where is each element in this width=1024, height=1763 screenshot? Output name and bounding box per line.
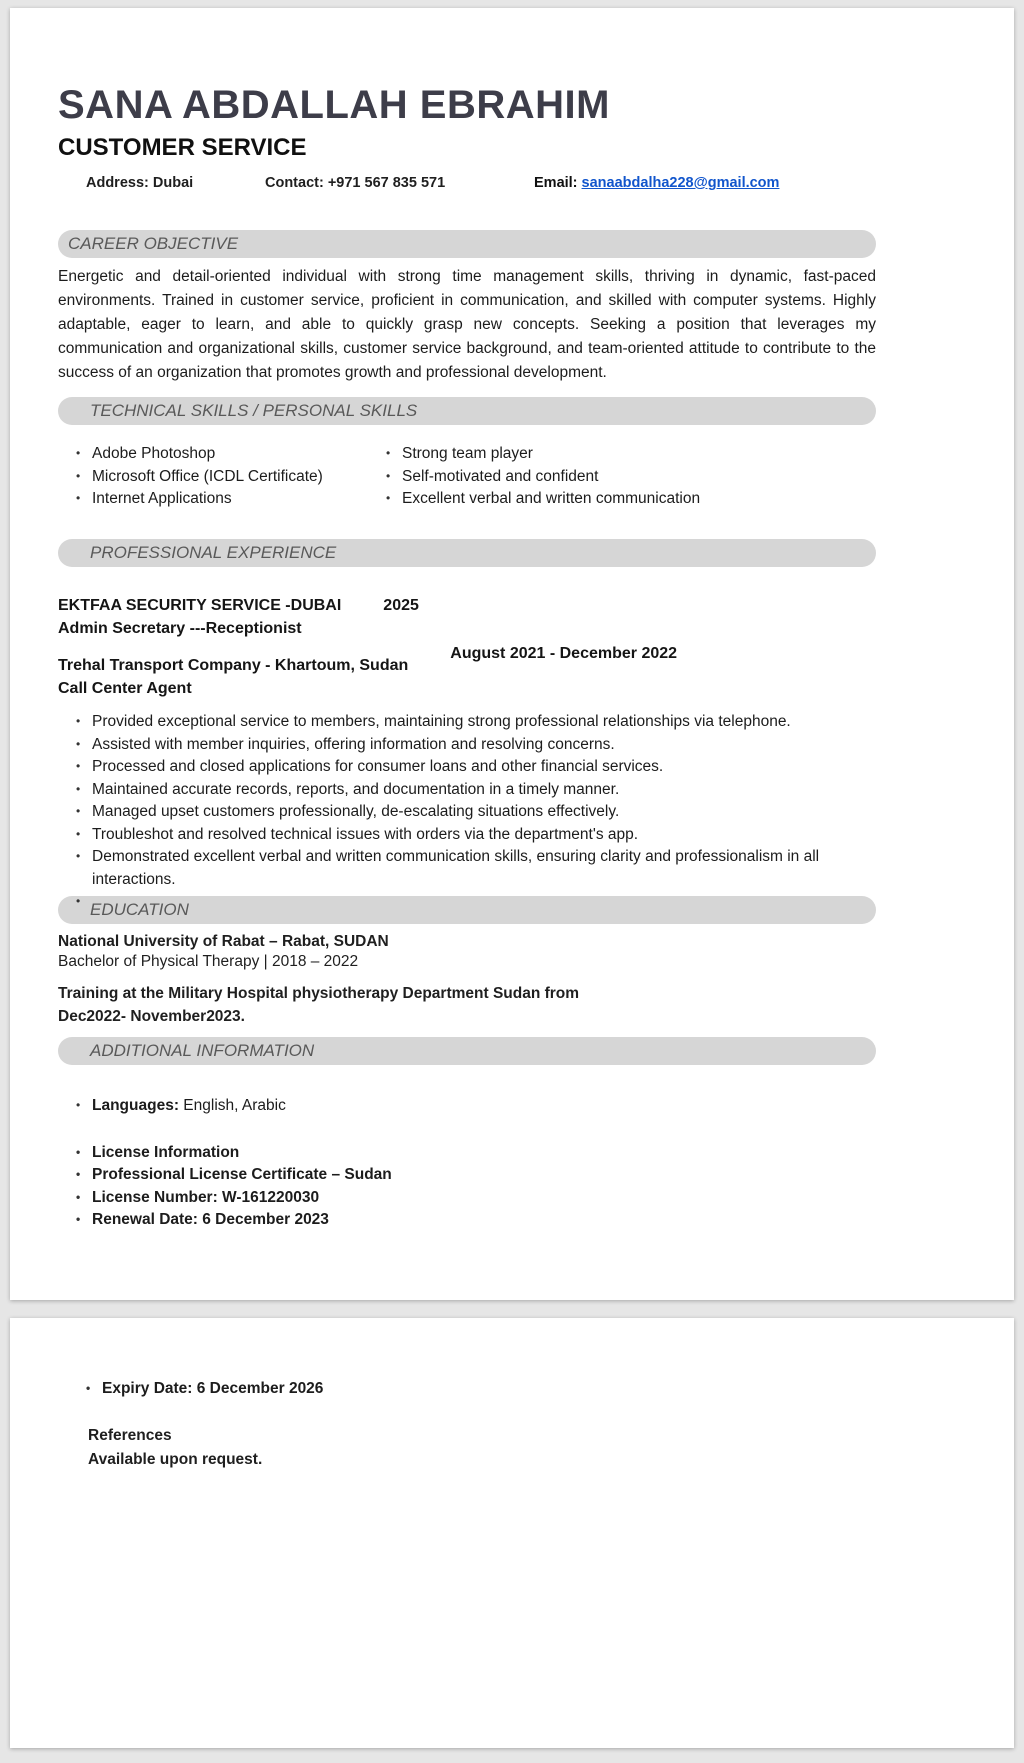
contact-row (58, 175, 876, 191)
section-education (58, 896, 876, 1028)
phone-text: Contact: +971 567 835 571 (265, 175, 446, 191)
bullet-icon: • (386, 491, 391, 506)
resume-page-1 (10, 8, 1014, 1300)
languages-label: Languages: (92, 1097, 179, 1115)
languages-list (76, 1095, 876, 1117)
bullet-icon: • (76, 781, 81, 796)
section-skills (58, 397, 876, 510)
bullet-icon: • (76, 1212, 81, 1227)
resume-page-2 (10, 1318, 1014, 1748)
bullet-icon: • (76, 759, 81, 774)
job-company: EKTFAA SECURITY SERVICE -DUBAI (58, 597, 342, 615)
references-value: Available upon request. (88, 1450, 263, 1468)
references-block (88, 1424, 876, 1471)
list-item (76, 734, 876, 756)
list-item-text: Troubleshot and resolved technical issues with orders via the department's app. (92, 825, 639, 843)
career-objective-paragraph: Energetic and detail-oriented individual with strong time management skills, thriving in dynamic, fast-paced environments. Trained in customer service, proficient in communication, and skilled with computer systems. Highly adaptable, eager to learn, and able to quickly grasp new concepts. Seeking a position that leverages my communication and organizational skills, customer service background, and team-oriented attitude to contribute to the success of an organization that promotes growth and professional development. (58, 268, 876, 382)
list-item (76, 846, 876, 891)
list-item (76, 711, 876, 733)
list-item (76, 779, 876, 801)
list-item (86, 1378, 876, 1400)
job-role: Admin Secretary ---Receptionist (58, 620, 302, 638)
expiry-list (86, 1378, 876, 1400)
bullet-icon: • (76, 804, 81, 819)
bullet-icon: • (76, 1167, 81, 1182)
license-list (76, 1142, 876, 1232)
bullet-icon: • (76, 1189, 81, 1204)
list-item-text: Professional License Certificate – Sudan (92, 1166, 392, 1184)
languages-value: English, Arabic (178, 1097, 286, 1115)
bullet-icon: • (76, 446, 81, 461)
technical-skills-list (76, 443, 368, 510)
education-degree: Bachelor of Physical Therapy | 2018 – 2022 (58, 953, 359, 971)
experience-entry (58, 596, 876, 639)
bullet-icon: • (76, 826, 81, 841)
list-item-text: Renewal Date: 6 December 2023 (92, 1211, 329, 1229)
list-item (76, 756, 876, 778)
bullet-icon: • (76, 849, 81, 864)
list-item-text: Adobe Photoshop (92, 445, 216, 463)
bullet-icon: • (76, 714, 81, 729)
list-item-text: Internet Applications (92, 490, 232, 508)
section-heading-career-objective: CAREER OBJECTIVE (58, 230, 876, 258)
list-item (76, 488, 368, 510)
section-additional-info (58, 1037, 876, 1231)
job-dates: 2025 (383, 597, 419, 615)
list-item-text: Provided exceptional service to members, maintaining strong professional relationships via telephone. (92, 713, 791, 731)
list-item (76, 466, 368, 488)
list-item (76, 1142, 876, 1164)
list-item (386, 466, 876, 488)
list-item-text: Expiry Date: 6 December 2026 (102, 1380, 324, 1397)
education-training: Training at the Military Hospital physiotherapy Department Sudan from Dec2022- November2023. (58, 985, 580, 1025)
list-item-text: Assisted with member inquiries, offering information and resolving concerns. (92, 735, 615, 753)
experience-bullet-list (76, 711, 876, 909)
bullet-icon: • (386, 468, 391, 483)
email-link[interactable]: sanaabdalha228@gmail.com (581, 175, 780, 191)
list-item-text: Excellent verbal and written communication (402, 490, 701, 508)
list-item (76, 801, 876, 823)
job-role: Call Center Agent (58, 680, 192, 698)
list-item (76, 1187, 876, 1209)
list-item (76, 443, 368, 465)
list-item-text: Maintained accurate records, reports, and documentation in a timely manner. (92, 780, 620, 798)
resume-name: SANA ABDALLAH EBRAHIM (58, 83, 610, 127)
job-header (58, 645, 876, 676)
list-item-text: Self-motivated and confident (402, 467, 599, 485)
bullet-icon: • (76, 1098, 81, 1113)
list-item (76, 1164, 876, 1186)
list-item (76, 1095, 876, 1117)
job-company: Trehal Transport Company - Khartoum, Sudan (58, 657, 409, 675)
bullet-icon: • (76, 468, 81, 483)
skills-columns (58, 443, 876, 510)
section-experience (58, 539, 876, 909)
section-heading-skills: TECHNICAL SKILLS / PERSONAL SKILLS (58, 397, 876, 425)
experience-entry (58, 645, 876, 699)
job-dates: August 2021 - December 2022 (450, 645, 678, 663)
list-item-text: Strong team player (402, 445, 533, 463)
list-item-text: License Number: W-161220030 (92, 1188, 320, 1206)
email-text (534, 175, 779, 191)
list-item-text: Microsoft Office (ICDL Certificate) (92, 467, 323, 485)
bullet-icon: • (76, 736, 81, 751)
list-item-text: Managed upset customers professionally, de-escalating situations effectively. (92, 803, 620, 821)
bullet-icon: • (76, 491, 81, 506)
list-item (386, 443, 876, 465)
section-heading-additional-info: ADDITIONAL INFORMATION (58, 1037, 876, 1065)
list-item (76, 824, 876, 846)
bullet-icon: • (76, 1144, 81, 1159)
list-item (76, 1209, 876, 1231)
bullet-icon: • (86, 1381, 91, 1395)
job-header (58, 596, 876, 616)
section-heading-education: EDUCATION (58, 896, 876, 924)
list-item (386, 488, 876, 510)
list-item-text: Processed and closed applications for consumer loans and other financial services. (92, 758, 664, 776)
list-item-text: Demonstrated excellent verbal and written communication skills, ensuring clarity and professionalism in all interactions. (92, 848, 820, 888)
address-text: Address: Dubai (86, 175, 194, 191)
bullet-icon: • (76, 894, 81, 909)
email-label: Email: (534, 175, 582, 191)
bullet-icon: • (386, 446, 391, 461)
section-heading-experience: PROFESSIONAL EXPERIENCE (58, 539, 876, 567)
resume-title: CUSTOMER SERVICE (58, 134, 307, 161)
list-item-text: License Information (92, 1143, 240, 1161)
personal-skills-list (386, 443, 876, 510)
section-career-objective (58, 230, 876, 385)
references-label: References (88, 1427, 172, 1445)
education-school: National University of Rabat – Rabat, SUDAN (58, 933, 389, 951)
